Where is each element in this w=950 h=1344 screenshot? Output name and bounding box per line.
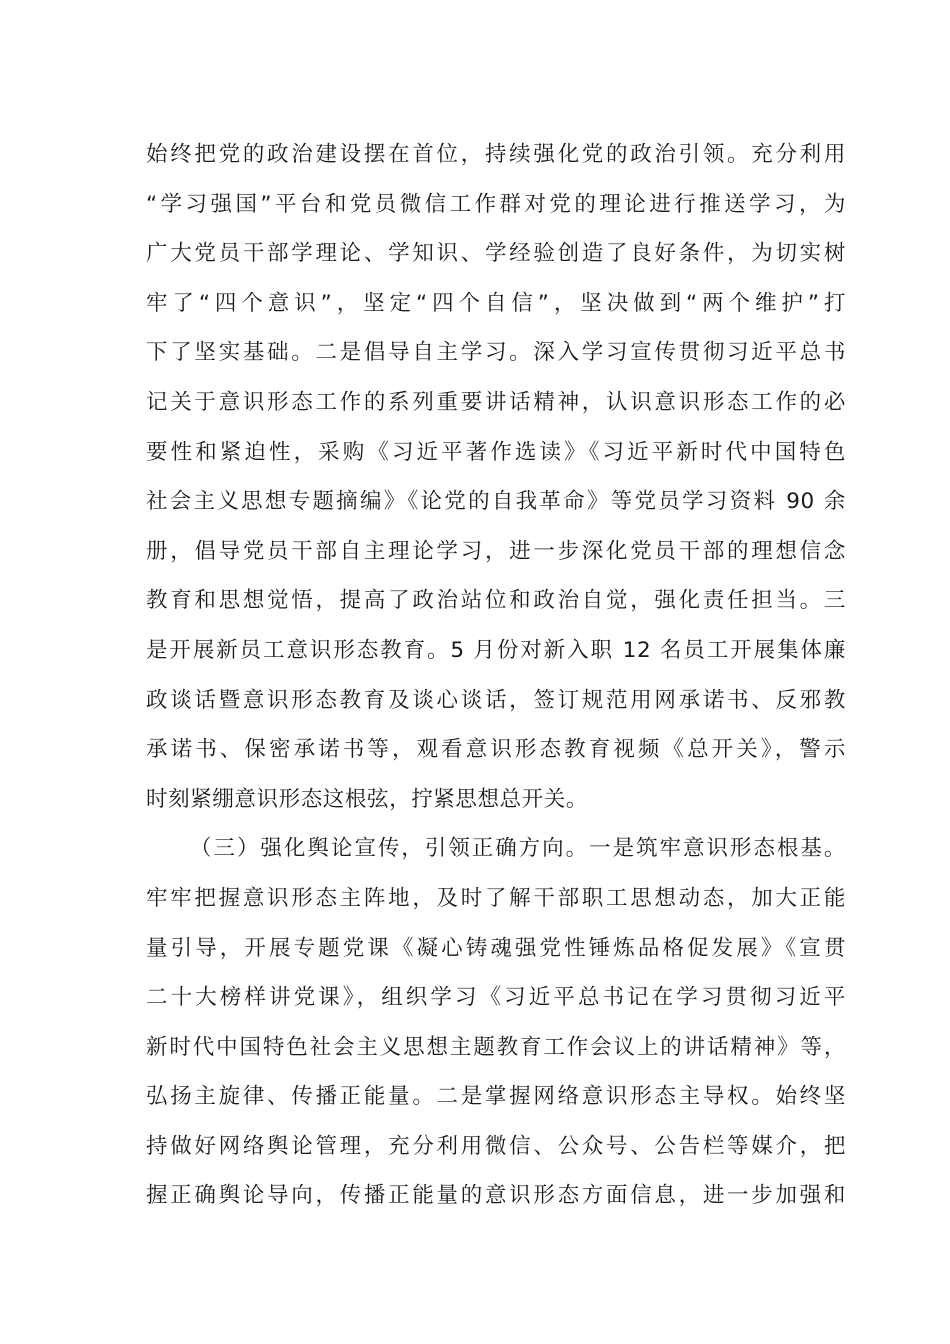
- text-line: 牢了“四个意识”，坚定“四个自信”，坚决做到“两个维护”打: [146, 290, 846, 316]
- text-line: 社会主义思想专题摘编》《论党的自我革命》等党员学习资料 90 余: [146, 489, 846, 515]
- text-line: 下了坚实基础。二是倡导自主学习。深入学习宣传贯彻习近平总书: [146, 340, 846, 366]
- text-line: 二十大榜样讲党课》，组织学习《习近平总书记在学习贯彻习近平: [146, 985, 846, 1011]
- text-line: 承诺书、保密承诺书等，观看意识形态教育视频《总开关》，警示: [146, 737, 846, 763]
- text-line: 记关于意识形态工作的系列重要讲话精神，认识意识形态工作的必: [146, 389, 846, 415]
- text-line: 时刻紧绷意识形态这根弦，拧紧思想总开关。: [146, 786, 589, 812]
- text-line: 持做好网络舆论管理，充分利用微信、公众号、公告栏等媒介，把: [146, 1133, 846, 1159]
- text-line: 新时代中国特色社会主义思想主题教育工作会议上的讲话精神》等，: [146, 1034, 846, 1060]
- body-text: [146, 130, 846, 1221]
- text-line: 政谈话暨意识形态教育及谈心谈话，签订规范用网承诺书、反邪教: [146, 687, 846, 713]
- text-line: 册，倡导党员干部自主理论学习，进一步深化党员干部的理想信念: [146, 538, 846, 564]
- text-line: 教育和思想觉悟，提高了政治站位和政治自觉，强化责任担当。三: [146, 588, 846, 614]
- text-line: 始终把党的政治建设摆在首位，持续强化党的政治引领。充分利用: [146, 142, 846, 167]
- text-line: “学习强国”平台和党员微信工作群对党的理论进行推送学习，为: [146, 191, 846, 217]
- text-line: 弘扬主旋律、传播正能量。二是掌握网络意识形态主导权。始终坚: [146, 1084, 846, 1110]
- text-line: 牢牢把握意识形态主阵地，及时了解干部职工思想动态，加大正能: [146, 885, 846, 911]
- text-line: 握正确舆论导向，传播正能量的意识形态方面信息，进一步加强和: [146, 1183, 846, 1209]
- section-heading-line: （三）强化舆论宣传，引领正确方向。一是筑牢意识形态根基。: [190, 836, 846, 862]
- text-line: 要性和紧迫性，采购《习近平著作选读》《习近平新时代中国特色: [146, 439, 846, 465]
- text-line: 量引导，开展专题党课《凝心铸魂强党性锤炼品格促发展》《宣贯: [146, 935, 846, 961]
- text-line: 是开展新员工意识形态教育。5 月份对新入职 12 名员工开展集体廉: [146, 637, 846, 663]
- text-line: 广大党员干部学理论、学知识、学经验创造了良好条件，为切实树: [146, 241, 846, 267]
